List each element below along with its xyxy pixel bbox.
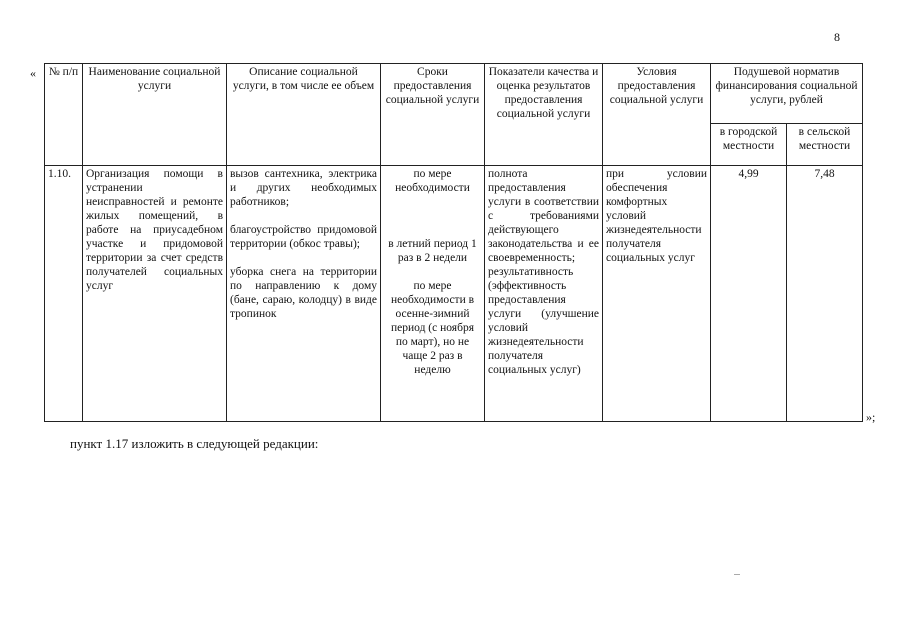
header-num: № п/п [45,64,83,166]
terms-item-1: по мере необходимости [395,168,470,194]
header-conditions: Условия предоставления социальной услуги [603,64,711,166]
cell-conditions [603,166,711,422]
cell-urban-norm: 4,99 [711,166,787,422]
scan-mark [734,574,740,575]
description-item-1: вызов сантехника, электрика и других необходимых работников; [230,168,377,208]
terms-item-2: в летний период 1 раз в 2 недели [388,238,477,264]
closing-quote-mark: »; [866,410,876,424]
header-urban: в городской местности [711,124,787,166]
header-quality-indicators: Показатели качества и оценка результатов предоставления социальной услуги [485,64,603,166]
paragraph-text: пункт 1.17 изложить в следующей редакции: [70,436,319,451]
cell-description [227,166,381,422]
description-item-3: уборка снега на территории по направлению к дому (бане, сараю, колодцу) в виде тропинок [230,266,377,320]
description-item-2: благоустройство придомовой территории (обкос травы); [230,224,377,250]
cell-num: 1.10. [45,166,83,422]
header-terms: Сроки предоставления социальной услуги [381,64,485,166]
header-rural: в сельской местности [787,124,863,166]
table-row [45,166,863,422]
cell-service-name [83,166,227,422]
header-description: Описание социальной услуги, в том числе ее объем [227,64,381,166]
cell-terms [381,166,485,422]
conditions-text: при условии обеспечения комфортных условий жизнедеятельности получателя социальных услуг [606,168,707,264]
cell-quality-indicators [485,166,603,422]
header-service-name: Наименование социальной услуги [83,64,227,166]
opening-quote-mark: « [30,66,36,80]
header-financing-norm: Подушевой норматив финансирования социальной услуги, рублей [711,64,863,124]
terms-item-3: по мере необходимости в осенне-зимний период (с ноября по март), но не чаще 2 раз в неделю [390,280,475,376]
page-number: 8 [834,30,840,44]
indicators-text: полнота предоставления услуги в соответствии с требованиями действующего законодательства и ее своевременность; результативность (эффективность предоставления услуги (улучшение условий жизнедеятельности получателя социальных услуг) [488,168,599,376]
social-services-table [44,63,863,422]
cell-rural-norm: 7,48 [787,166,863,422]
service-name-text: Организация помощи в устранении неисправностей и ремонте жилых помещений, в работе на приусадебном участке и придомовой территории за счет средств получателей социальных услуг [86,168,223,292]
